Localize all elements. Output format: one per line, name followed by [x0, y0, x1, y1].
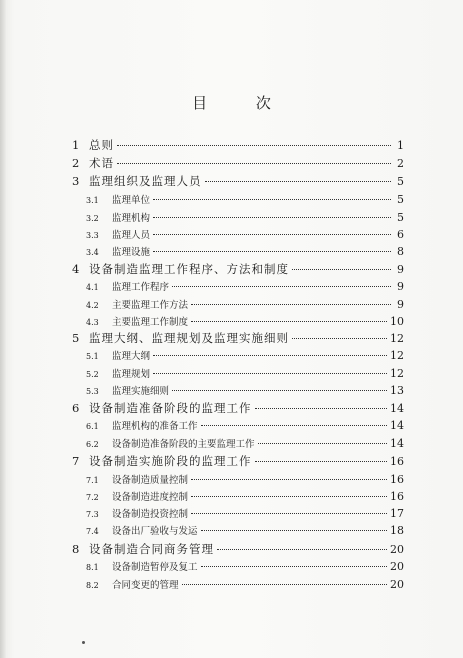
toc-entry-page: 5: [397, 193, 404, 206]
toc-entry-number: 7: [72, 454, 80, 468]
toc-entry: [72, 173, 404, 189]
toc-entry: [72, 472, 404, 488]
toc-entry: [72, 418, 404, 434]
toc-entry: [72, 489, 404, 505]
toc-entry-number: 3: [72, 174, 80, 188]
toc-entry-number: 7.2: [86, 493, 99, 502]
toc-entry-title: 监理规划: [112, 369, 151, 380]
toc-entry-title: 监理设施: [112, 247, 151, 258]
dot-leader: [201, 566, 387, 567]
toc-entry-page: 12: [390, 367, 404, 380]
toc-entry-number: 3.2: [86, 214, 99, 223]
toc-entry-title: 设备制造质量控制: [112, 475, 189, 486]
toc-entry-number: 2: [72, 156, 80, 170]
dot-leader: [292, 338, 387, 339]
toc-entry: [72, 210, 404, 226]
toc-entry-number: 7.1: [86, 476, 99, 485]
toc-entry-number: 3.4: [86, 248, 99, 257]
dot-leader: [255, 461, 388, 462]
dot-leader: [201, 530, 387, 531]
toc-entry-page: 8: [397, 245, 404, 258]
toc-entry-page: 1: [397, 139, 404, 152]
toc-entry-page: 12: [390, 332, 404, 345]
toc-entry-title: 监理组织及监理人员: [89, 174, 202, 188]
toc-entry-title: 监理工作程序: [112, 282, 170, 293]
scan-speck: [82, 641, 85, 644]
toc-entry-title: 监理机构的准备工作: [112, 421, 198, 432]
toc-entry-number: 3.3: [86, 231, 99, 240]
dot-leader: [191, 496, 387, 497]
toc-entry-number: 5.3: [86, 387, 99, 396]
toc-entry: [72, 348, 404, 364]
toc-entry: [72, 330, 404, 346]
toc-entry-page: 17: [390, 507, 404, 520]
dot-leader: [205, 181, 392, 182]
toc-entry-title: 术语: [89, 156, 114, 170]
toc-entry-page: 16: [390, 455, 404, 468]
dot-leader: [153, 234, 391, 235]
toc-entry: [72, 366, 404, 382]
toc-entry: [72, 436, 404, 452]
dot-leader: [153, 217, 391, 218]
dot-leader: [117, 145, 391, 146]
toc-entry: [72, 559, 404, 575]
toc-entry-page: 5: [397, 211, 404, 224]
toc-entry-page: 10: [390, 315, 404, 328]
dot-leader: [191, 304, 391, 305]
toc-entry: [72, 506, 404, 522]
toc-entry-title: 监理实施细则: [112, 386, 170, 397]
toc-entry-number: 6.1: [86, 422, 99, 431]
toc-entry-title: 设备出厂验收与发运: [112, 526, 198, 537]
dot-leader: [292, 269, 391, 270]
toc-entry-number: 1: [72, 138, 80, 152]
toc-entry: [72, 541, 404, 557]
toc-entry: [72, 279, 404, 295]
toc-entry-number: 5: [72, 331, 80, 345]
toc-entry-number: 8: [72, 542, 80, 556]
toc-entry-title: 合同变更的管理: [112, 580, 179, 591]
toc-entry-page: 20: [390, 560, 404, 573]
toc-entry-number: 7.4: [86, 527, 99, 536]
toc-entry-title: 设备制造监理工作程序、方法和制度: [89, 262, 289, 276]
toc-entry: [72, 523, 404, 539]
toc-entry-title: 监理人员: [112, 230, 151, 241]
toc-entry-page: 12: [390, 349, 404, 362]
toc-entry-title: 总则: [89, 138, 114, 152]
toc-entry-page: 18: [390, 524, 404, 537]
toc-entry-title: 监理大纲、监理规划及监理实施细则: [89, 331, 289, 345]
toc-entry-title: 设备制造准备阶段的主要监理工作: [112, 439, 255, 450]
toc-entry: [72, 192, 404, 208]
dot-leader: [153, 373, 387, 374]
toc-entry-page: 9: [397, 280, 404, 293]
toc-entry: [72, 577, 404, 593]
dot-leader: [191, 321, 387, 322]
toc-entry-number: 3.1: [86, 196, 99, 205]
toc-entry-title: 设备制造投资控制: [112, 509, 189, 520]
toc-entry-number: 7.3: [86, 510, 99, 519]
toc-entry: [72, 383, 404, 399]
dot-leader: [191, 513, 387, 514]
dot-leader: [172, 286, 391, 287]
toc-entry-page: 9: [397, 263, 404, 276]
dot-leader: [191, 479, 387, 480]
dot-leader: [201, 425, 387, 426]
dot-leader: [182, 584, 387, 585]
toc-entry-number: 5.2: [86, 370, 99, 379]
toc-entry-title: 设备制造暂停及复工: [112, 562, 198, 573]
toc-entry-title: 监理机构: [112, 213, 151, 224]
toc-entry-number: 5.1: [86, 352, 99, 361]
toc-entry: [72, 453, 404, 469]
toc-entry-number: 8.2: [86, 581, 99, 590]
dot-leader: [153, 199, 391, 200]
toc-entry: [72, 297, 404, 313]
toc-heading: 目 次: [192, 94, 293, 112]
toc-entry: [72, 244, 404, 260]
toc-entry: [72, 314, 404, 330]
toc-entry: [72, 261, 404, 277]
toc-entry-page: 14: [390, 437, 404, 450]
dot-leader: [172, 390, 387, 391]
toc-entry-title: 主要监理工作方法: [112, 300, 189, 311]
toc-entry-page: 16: [390, 473, 404, 486]
toc-entry-number: 8.1: [86, 563, 99, 572]
toc-entry-page: 16: [390, 490, 404, 503]
toc-entry-page: 14: [390, 419, 404, 432]
toc-entry-title: 设备制造合同商务管理: [89, 542, 214, 556]
toc-entry: [72, 227, 404, 243]
toc-entry-number: 4.2: [86, 301, 99, 310]
toc-entry-page: 20: [390, 578, 404, 591]
toc-entry: [72, 400, 404, 416]
toc-entry-page: 6: [397, 228, 404, 241]
toc-entry-number: 4.1: [86, 283, 99, 292]
toc-entry-number: 4: [72, 262, 80, 276]
toc-entry-number: 6.2: [86, 440, 99, 449]
toc-entry-page: 20: [390, 543, 404, 556]
toc-entry: [72, 155, 404, 171]
dot-leader: [258, 443, 387, 444]
toc-entry-page: 2: [397, 157, 404, 170]
toc-entry-number: 4.3: [86, 318, 99, 327]
toc-entry-page: 14: [390, 402, 404, 415]
toc-entry-title: 设备制造进度控制: [112, 492, 189, 503]
toc-entry-page: 5: [397, 175, 404, 188]
toc-entry: [72, 137, 404, 153]
toc-entry-title: 设备制造准备阶段的监理工作: [89, 401, 252, 415]
toc-entry-title: 主要监理工作制度: [112, 317, 189, 328]
toc-entry-number: 6: [72, 401, 80, 415]
dot-leader: [255, 408, 388, 409]
toc-entry-page: 9: [397, 298, 404, 311]
toc-entry-title: 监理单位: [112, 195, 151, 206]
toc-entry-title: 监理大纲: [112, 351, 151, 362]
toc-entry-page: 13: [390, 384, 404, 397]
dot-leader: [217, 549, 387, 550]
dot-leader: [153, 251, 391, 252]
dot-leader: [117, 163, 391, 164]
toc-entry-title: 设备制造实施阶段的监理工作: [89, 454, 252, 468]
dot-leader: [153, 355, 387, 356]
